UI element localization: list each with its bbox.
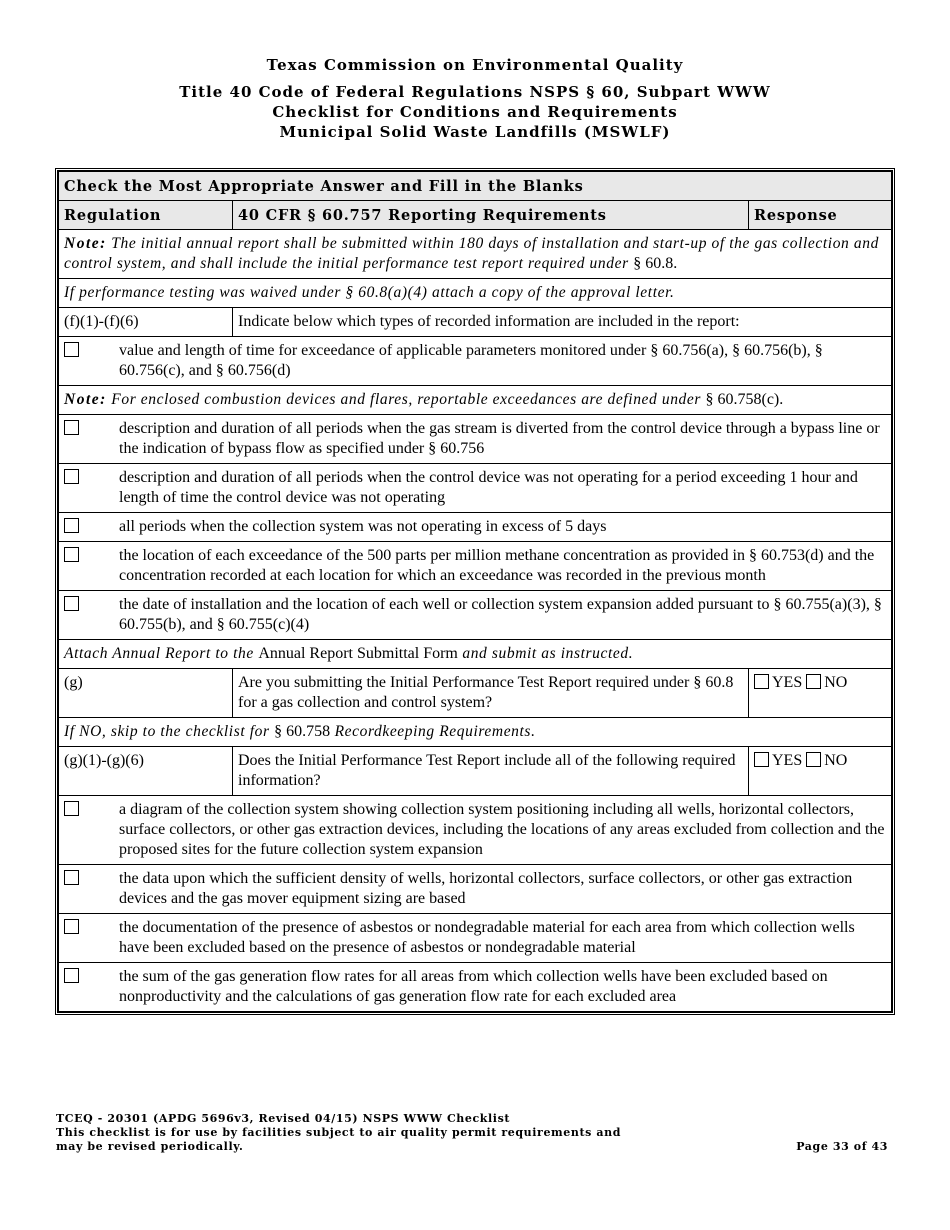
requirement-g-text: Are you submitting the Initial Performance Test Report required under § 60.8 for a gas collection and control system? xyxy=(233,669,749,718)
footer-form-info xyxy=(56,1112,621,1154)
combustion-note xyxy=(59,386,892,415)
note-text: For enclosed combustion devices and flares, reportable exceedances are defined under xyxy=(111,391,702,408)
checkbox[interactable] xyxy=(64,469,79,484)
checklist-item xyxy=(59,865,892,914)
page-number: Page 33 of 43 xyxy=(796,1140,888,1153)
item-text: value and length of time for exceedance of applicable parameters monitored under § 60.756(a), § 60.756(b), § 60.756(c), and § 60.756(d) xyxy=(119,342,823,379)
footer-form-id: TCEQ - 20301 (APDG 5696v3, Revised 04/15) NSPS WWW Checklist xyxy=(56,1112,511,1125)
item-text: description and duration of all periods when the gas stream is diverted from the control device through a bypass line or the indication of bypass flow as specified under § 60.756 xyxy=(119,420,880,457)
attach-pre: Attach Annual Report to the xyxy=(64,645,254,662)
response-g xyxy=(749,669,892,718)
document-title xyxy=(0,82,950,142)
requirement-f-text: Indicate below which types of recorded information are included in the report: xyxy=(233,308,892,337)
checklist-item xyxy=(59,415,892,464)
item-text: a diagram of the collection system showing collection system positioning including all wells, horizontal collectors, surface collectors, or other gas extraction devices, including the locations of any areas excluded from collection and the proposed sites for the future collection system expansion xyxy=(119,801,885,858)
title-line-3: Municipal Solid Waste Landfills (MSWLF) xyxy=(279,123,671,141)
skip-pre: If NO, skip to the checklist for xyxy=(64,723,270,740)
footer-use-note-1: This checklist is for use by facilities subject to air quality permit requirements and xyxy=(56,1126,622,1139)
column-header-response: Response xyxy=(749,201,892,230)
checklist-item xyxy=(59,464,892,513)
checklist-item xyxy=(59,591,892,640)
no-label: NO xyxy=(824,752,848,769)
yes-label: YES xyxy=(772,752,803,769)
item-text: the documentation of the presence of asbestos or nondegradable material for each area from which collection wells have been excluded based on the presence of asbestos or nondegradable material xyxy=(119,919,855,956)
checkbox[interactable] xyxy=(64,801,79,816)
column-header-requirement: 40 CFR § 60.757 Reporting Requirements xyxy=(233,201,749,230)
checkbox[interactable] xyxy=(64,870,79,885)
checklist-item xyxy=(59,914,892,963)
no-checkbox[interactable] xyxy=(806,674,821,689)
item-text: the location of each exceedance of the 500 parts per million methane concentration as provided in § 60.753(d) and the concentration recorded at each location for which an exceedance was recorded in the previous month xyxy=(119,547,875,584)
checkbox[interactable] xyxy=(64,342,79,357)
no-label: NO xyxy=(824,674,848,691)
skip-note xyxy=(59,718,892,747)
checkbox[interactable] xyxy=(64,420,79,435)
regulation-g: (g) xyxy=(59,669,233,718)
checklist-item xyxy=(59,963,892,1012)
waived-testing-note: If performance testing was waived under § 60.8(a)(4) attach a copy of the approval letter. xyxy=(59,279,892,308)
yes-label: YES xyxy=(772,674,803,691)
regulation-g1-g6: (g)(1)-(g)(6) xyxy=(59,747,233,796)
item-text: all periods when the collection system was not operating in excess of 5 days xyxy=(119,518,607,535)
title-line-1: Title 40 Code of Federal Regulations NSPS § 60, Subpart WWW xyxy=(179,83,771,101)
regulation-f: (f)(1)-(f)(6) xyxy=(59,308,233,337)
note-reference: § 60.8. xyxy=(633,255,678,272)
skip-post: Recordkeeping Requirements. xyxy=(334,723,536,740)
footer-use-note-2: may be revised periodically. xyxy=(56,1140,244,1153)
checkbox[interactable] xyxy=(64,919,79,934)
attach-form-name: Annual Report Submittal Form xyxy=(258,645,458,662)
item-text: description and duration of all periods when the control device was not operating for a period exceeding 1 hour and length of time the control device was not operating xyxy=(119,469,858,506)
yes-checkbox[interactable] xyxy=(754,674,769,689)
checklist-item xyxy=(59,542,892,591)
item-text: the date of installation and the location of each well or collection system expansion added pursuant to § 60.755(a)(3), § 60.755(b), and § 60.755(c)(4) xyxy=(119,596,882,633)
item-text: the sum of the gas generation flow rates for all areas from which collection wells have been excluded based on nonproductivity and the calculations of gas generation flow rate for each excluded area xyxy=(119,968,828,1005)
checklist-table xyxy=(55,168,895,1015)
instruction-header: Check the Most Appropriate Answer and Fill in the Blanks xyxy=(59,172,892,201)
agency-title: Texas Commission on Environmental Quality xyxy=(266,56,684,74)
checkbox[interactable] xyxy=(64,596,79,611)
title-line-2: Checklist for Conditions and Requirements xyxy=(272,103,678,121)
yes-checkbox[interactable] xyxy=(754,752,769,767)
checkbox[interactable] xyxy=(64,547,79,562)
checkbox[interactable] xyxy=(64,968,79,983)
no-checkbox[interactable] xyxy=(806,752,821,767)
response-g1-g6 xyxy=(749,747,892,796)
attach-post: and submit as instructed. xyxy=(462,645,634,662)
checklist-item xyxy=(59,337,892,386)
checklist-item xyxy=(59,796,892,865)
note-label: Note: xyxy=(64,235,107,252)
checklist-item xyxy=(59,513,892,542)
attach-report-note xyxy=(59,640,892,669)
note-reference: § 60.758(c). xyxy=(705,391,784,408)
initial-report-note xyxy=(59,230,892,279)
note-label: Note: xyxy=(64,391,107,408)
requirement-g1-g6-text: Does the Initial Performance Test Report include all of the following required information? xyxy=(233,747,749,796)
column-header-regulation: Regulation xyxy=(59,201,233,230)
skip-reference: § 60.758 xyxy=(274,723,331,740)
checkbox[interactable] xyxy=(64,518,79,533)
note-text: The initial annual report shall be submitted within 180 days of installation and start-up of the gas collection and control system, and shall include the initial performance test report required under xyxy=(64,235,879,272)
item-text: the data upon which the sufficient density of wells, horizontal collectors, surface collectors, or other gas extraction devices and the gas mover equipment sizing are based xyxy=(119,870,853,907)
